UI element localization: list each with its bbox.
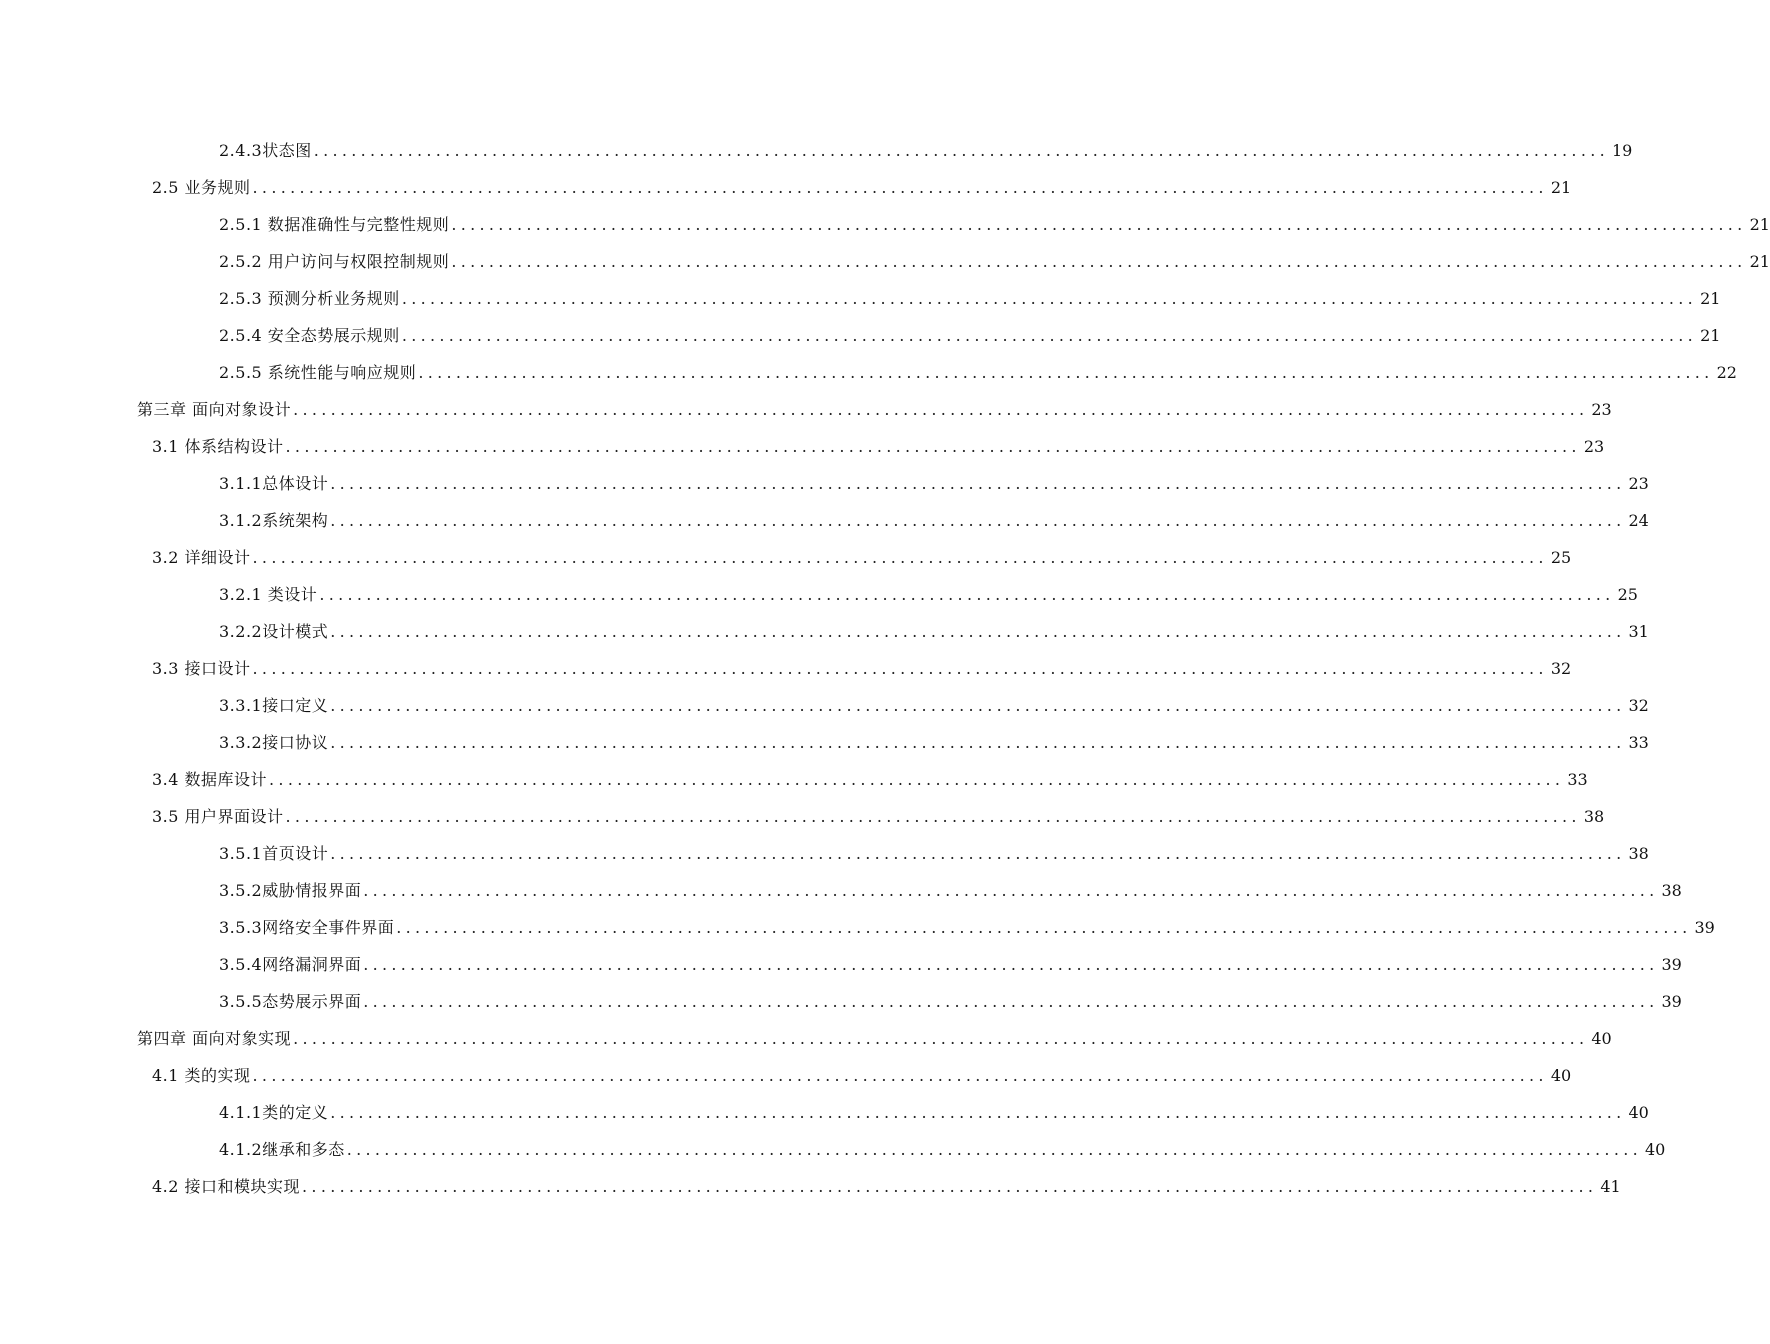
- toc-entry-page-number: 32: [1550, 659, 1572, 678]
- toc-entry-title: 3.5 用户界面设计: [152, 807, 284, 826]
- toc-entry-page-number: 40: [1628, 1103, 1649, 1122]
- toc-dot-leader: ..........................................................................................................................................: [330, 696, 1626, 715]
- toc-dot-leader: ..........................................................................................................................................: [319, 585, 1615, 604]
- toc-entry-page-number: 39: [1694, 918, 1715, 937]
- toc-entry[interactable]: [0, 576, 1638, 613]
- toc-entry-page-number: 24: [1628, 511, 1649, 530]
- toc-dot-leader: ..........................................................................................................................................: [330, 733, 1626, 752]
- toc-entry-title: 3.1.2系统架构: [219, 511, 329, 530]
- toc-entry-page-number: 40: [1591, 1029, 1612, 1048]
- toc-dot-leader: ..........................................................................................................................................: [451, 215, 1747, 234]
- toc-entry-title: 3.5.5态势展示界面: [219, 992, 362, 1011]
- toc-entry-title: 4.1 类的实现: [152, 1066, 251, 1085]
- toc-entry-title: 3.3 接口设计: [152, 659, 251, 678]
- toc-entry-title: 4.2 接口和模块实现: [152, 1177, 301, 1196]
- toc-entry[interactable]: [0, 724, 1649, 761]
- toc-dot-leader: ..........................................................................................................................................: [418, 363, 1714, 382]
- toc-entry-title: 2.4.3状态图: [219, 141, 312, 160]
- toc-entry[interactable]: [0, 687, 1649, 724]
- toc-entry[interactable]: [0, 835, 1649, 872]
- toc-dot-leader: ..........................................................................................................................................: [396, 918, 1692, 937]
- toc-entry[interactable]: [0, 132, 1633, 169]
- toc-entry-title: 3.2 详细设计: [152, 548, 251, 567]
- toc-entry-title: 2.5.1 数据准确性与完整性规则: [219, 215, 450, 234]
- toc-entry-page-number: 38: [1583, 807, 1605, 826]
- toc-dot-leader: ..........................................................................................................................................: [293, 400, 1589, 419]
- toc-entry-title: 3.5.2威胁情报界面: [219, 881, 362, 900]
- toc-entry-page-number: 38: [1661, 881, 1682, 900]
- toc-entry[interactable]: [0, 872, 1682, 909]
- table-of-contents: [0, 132, 1770, 1205]
- toc-dot-leader: ..........................................................................................................................................: [330, 474, 1626, 493]
- toc-dot-leader: ..........................................................................................................................................: [451, 252, 1747, 271]
- toc-entry-title: 3.3.1接口定义: [219, 696, 329, 715]
- toc-entry-page-number: 38: [1628, 844, 1649, 863]
- toc-entry-title: 4.1.1类的定义: [219, 1103, 329, 1122]
- toc-entry[interactable]: [0, 206, 1770, 243]
- toc-entry-title: 2.5.5 系统性能与响应规则: [219, 363, 417, 382]
- toc-dot-leader: ..........................................................................................................................................: [363, 992, 1659, 1011]
- toc-entry-title: 4.1.2继承和多态: [219, 1140, 345, 1159]
- toc-entry[interactable]: [0, 539, 1572, 576]
- toc-entry-page-number: 33: [1628, 733, 1649, 752]
- toc-entry-page-number: 39: [1661, 955, 1682, 974]
- toc-entry[interactable]: [0, 502, 1649, 539]
- toc-entry[interactable]: [0, 169, 1572, 206]
- toc-entry[interactable]: [0, 465, 1649, 502]
- toc-entry[interactable]: [0, 1057, 1572, 1094]
- toc-entry-title: 2.5.2 用户访问与权限控制规则: [219, 252, 450, 271]
- toc-dot-leader: ..........................................................................................................................................: [313, 141, 1609, 160]
- toc-entry-page-number: 25: [1617, 585, 1638, 604]
- toc-entry[interactable]: [0, 946, 1682, 983]
- toc-entry-page-number: 21: [1550, 178, 1572, 197]
- toc-entry[interactable]: [0, 1094, 1649, 1131]
- toc-entry-page-number: 23: [1591, 400, 1612, 419]
- toc-entry[interactable]: [0, 1168, 1621, 1205]
- toc-entry-title: 2.5.4 安全态势展示规则: [219, 326, 400, 345]
- toc-entry-title: 3.4 数据库设计: [152, 770, 268, 789]
- toc-entry-title: 3.2.2设计模式: [219, 622, 329, 641]
- toc-entry[interactable]: [0, 1020, 1612, 1057]
- toc-entry[interactable]: [0, 354, 1737, 391]
- toc-entry-title: 3.5.4网络漏洞界面: [219, 955, 362, 974]
- toc-entry[interactable]: [0, 280, 1721, 317]
- toc-entry[interactable]: [0, 391, 1612, 428]
- toc-entry-title: 3.1.1总体设计: [219, 474, 329, 493]
- toc-entry[interactable]: [0, 650, 1572, 687]
- toc-entry[interactable]: [0, 983, 1682, 1020]
- toc-dot-leader: ..........................................................................................................................................: [346, 1140, 1642, 1159]
- toc-entry-title: 第三章 面向对象设计: [137, 400, 292, 419]
- toc-dot-leader: ..........................................................................................................................................: [285, 437, 1581, 456]
- toc-dot-leader: ..........................................................................................................................................: [252, 178, 1548, 197]
- toc-entry-page-number: 21: [1749, 215, 1770, 234]
- toc-entry-title: 第四章 面向对象实现: [137, 1029, 292, 1048]
- toc-entry-page-number: 32: [1628, 696, 1649, 715]
- toc-entry[interactable]: [0, 428, 1605, 465]
- toc-entry-page-number: 21: [1749, 252, 1770, 271]
- toc-entry-title: 3.1 体系结构设计: [152, 437, 284, 456]
- toc-entry[interactable]: [0, 761, 1588, 798]
- toc-entry-page-number: 21: [1700, 326, 1721, 345]
- toc-dot-leader: ..........................................................................................................................................: [252, 659, 1548, 678]
- toc-dot-leader: ..........................................................................................................................................: [285, 807, 1581, 826]
- toc-entry[interactable]: [0, 1131, 1666, 1168]
- toc-entry-page-number: 40: [1644, 1140, 1666, 1159]
- toc-entry-page-number: 39: [1661, 992, 1682, 1011]
- toc-entry-page-number: 23: [1583, 437, 1605, 456]
- toc-entry-page-number: 19: [1611, 141, 1633, 160]
- toc-entry[interactable]: [0, 613, 1649, 650]
- toc-dot-leader: ..........................................................................................................................................: [302, 1177, 1598, 1196]
- toc-entry-page-number: 23: [1628, 474, 1649, 493]
- toc-dot-leader: ..........................................................................................................................................: [252, 1066, 1548, 1085]
- toc-entry-page-number: 22: [1716, 363, 1737, 382]
- toc-entry-title: 2.5 业务规则: [152, 178, 251, 197]
- toc-entry[interactable]: [0, 909, 1715, 946]
- toc-entry[interactable]: [0, 317, 1721, 354]
- toc-entry-page-number: 31: [1628, 622, 1649, 641]
- toc-dot-leader: ..........................................................................................................................................: [330, 622, 1626, 641]
- toc-dot-leader: ..........................................................................................................................................: [269, 770, 1565, 789]
- toc-dot-leader: ..........................................................................................................................................: [252, 548, 1548, 567]
- toc-entry-title: 3.5.3网络安全事件界面: [219, 918, 395, 937]
- toc-dot-leader: ..........................................................................................................................................: [363, 881, 1659, 900]
- toc-entry-title: 2.5.3 预测分析业务规则: [219, 289, 400, 308]
- toc-dot-leader: ..........................................................................................................................................: [363, 955, 1659, 974]
- toc-dot-leader: ..........................................................................................................................................: [330, 511, 1626, 530]
- toc-entry-title: 3.5.1首页设计: [219, 844, 329, 863]
- toc-dot-leader: ..........................................................................................................................................: [401, 289, 1698, 308]
- toc-entry-page-number: 33: [1567, 770, 1588, 789]
- toc-entry-title: 3.2.1 类设计: [219, 585, 318, 604]
- toc-entry-page-number: 21: [1700, 289, 1721, 308]
- toc-dot-leader: ..........................................................................................................................................: [401, 326, 1698, 345]
- toc-entry-page-number: 41: [1600, 1177, 1621, 1196]
- toc-entry-page-number: 25: [1550, 548, 1572, 567]
- toc-entry[interactable]: [0, 798, 1605, 835]
- toc-entry[interactable]: [0, 243, 1770, 280]
- toc-entry-page-number: 40: [1550, 1066, 1572, 1085]
- toc-entry-title: 3.3.2接口协议: [219, 733, 329, 752]
- toc-dot-leader: ..........................................................................................................................................: [293, 1029, 1589, 1048]
- toc-dot-leader: ..........................................................................................................................................: [330, 844, 1626, 863]
- toc-dot-leader: ..........................................................................................................................................: [330, 1103, 1626, 1122]
